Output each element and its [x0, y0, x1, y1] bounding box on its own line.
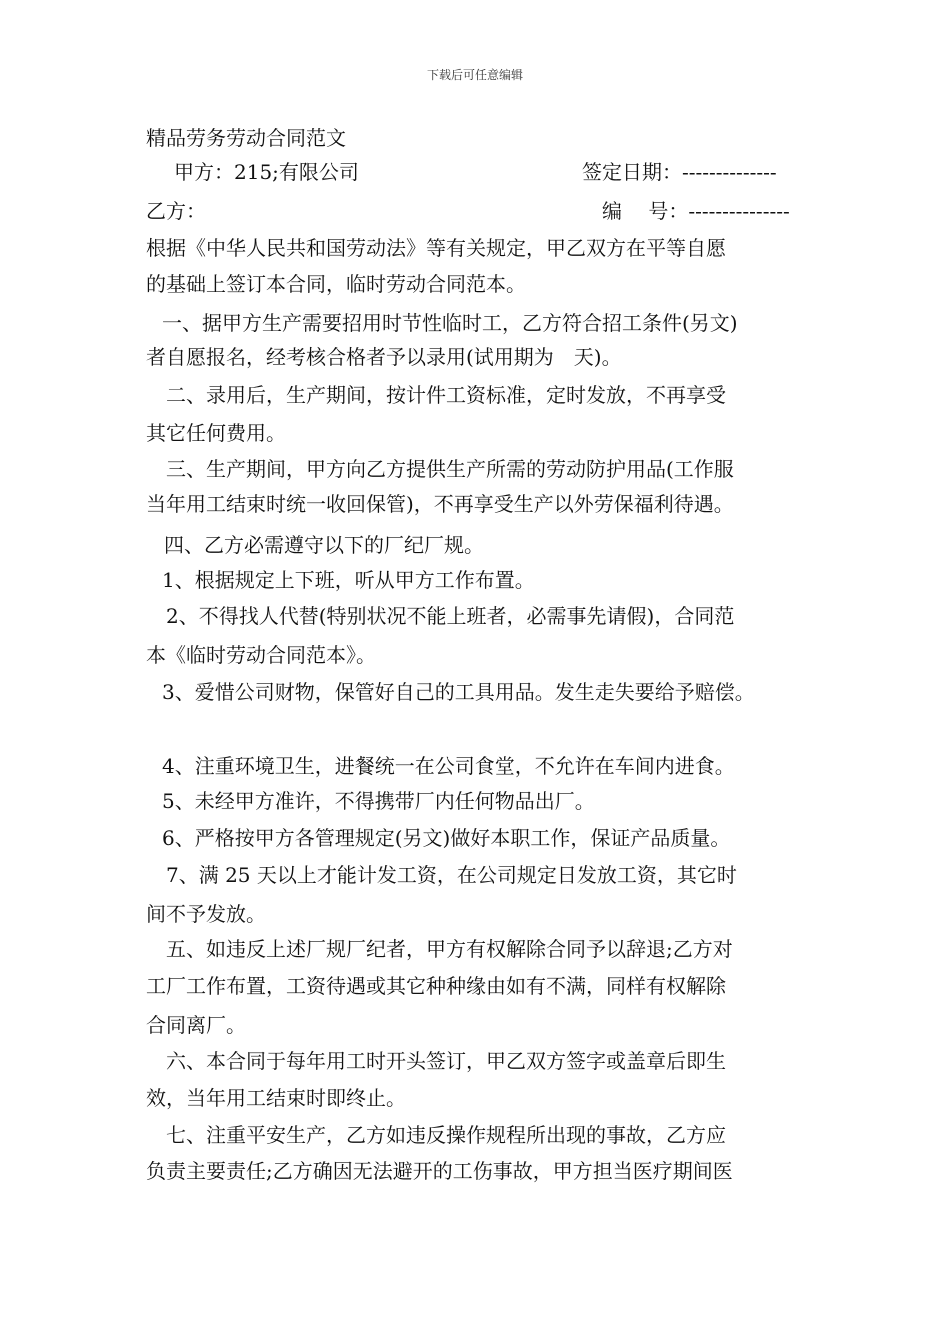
body-line: 当年用工结束时统一收回保管)，不再享受生产以外劳保福利待遇。 [146, 492, 734, 516]
clause-5: 五、如违反上述厂规厂纪者，甲方有权解除合同予以辞退;乙方对 [166, 937, 733, 961]
rule-6: 6、严格按甲方各管理规定(另文)做好本职工作，保证产品质量。 [162, 826, 731, 850]
clause-2: 二、录用后，生产期间，按计件工资标准，定时发放，不再享受 [166, 383, 726, 407]
body-line: 本《临时劳动合同范本》。 [146, 643, 376, 667]
contract-number: 编 号：--------------- [602, 199, 790, 223]
clause-6: 六、本合同于每年用工时开头签订，甲乙双方签字或盖章后即生 [166, 1049, 726, 1073]
clause-4: 四、乙方必需遵守以下的厂纪厂规。 [164, 533, 484, 557]
clause-1: 一、据甲方生产需要招用时节性临时工，乙方符合招工条件(另文) [162, 311, 738, 335]
body-line: 负责主要责任;乙方确因无法避开的工伤事故，甲方担当医疗期间医 [146, 1159, 733, 1183]
rule-7: 7、满 25 天以上才能计发工资，在公司规定日发放工资，其它时 [166, 863, 737, 887]
body-line: 根据《中华人民共和国劳动法》等有关规定，甲乙双方在平等自愿 [146, 236, 726, 260]
rule-1: 1、根据规定上下班，听从甲方工作布置。 [162, 568, 535, 592]
clause-7: 七、注重平安生产，乙方如违反操作规程所出现的事故，乙方应 [166, 1123, 726, 1147]
body-line: 效，当年用工结束时即终止。 [146, 1086, 406, 1110]
body-line: 其它任何费用。 [146, 421, 286, 445]
body-line: 合同离厂。 [146, 1013, 246, 1037]
body-line: 的基础上签订本合同，临时劳动合同范本。 [146, 272, 526, 296]
body-line: 工厂工作布置，工资待遇或其它种种缘由如有不满，同样有权解除 [146, 974, 726, 998]
rule-4: 4、注重环境卫生，进餐统一在公司食堂，不允许在车间内进食。 [162, 754, 735, 778]
rule-5: 5、未经甲方准许，不得携带厂内任何物品出厂。 [162, 789, 595, 813]
party-a: 甲方：215;有限公司 [174, 160, 359, 184]
body-line: 间不予发放。 [146, 902, 266, 926]
clause-3: 三、生产期间，甲方向乙方提供生产所需的劳动防护用品(工作服 [166, 457, 734, 481]
party-b: 乙方： [146, 199, 206, 223]
sign-date: 签定日期：-------------- [582, 160, 777, 184]
body-line: 者自愿报名，经考核合格者予以录用(试用期为 天)。 [146, 345, 622, 369]
rule-2: 2、不得找人代替(特别状况不能上班者，必需事先请假)，合同范 [166, 604, 735, 628]
page-header-note: 下载后可任意编辑 [426, 68, 523, 82]
rule-3: 3、爱惜公司财物，保管好自己的工具用品。发生走失要给予赔偿。 [162, 680, 755, 704]
doc-title: 精品劳务劳动合同范文 [146, 126, 346, 150]
